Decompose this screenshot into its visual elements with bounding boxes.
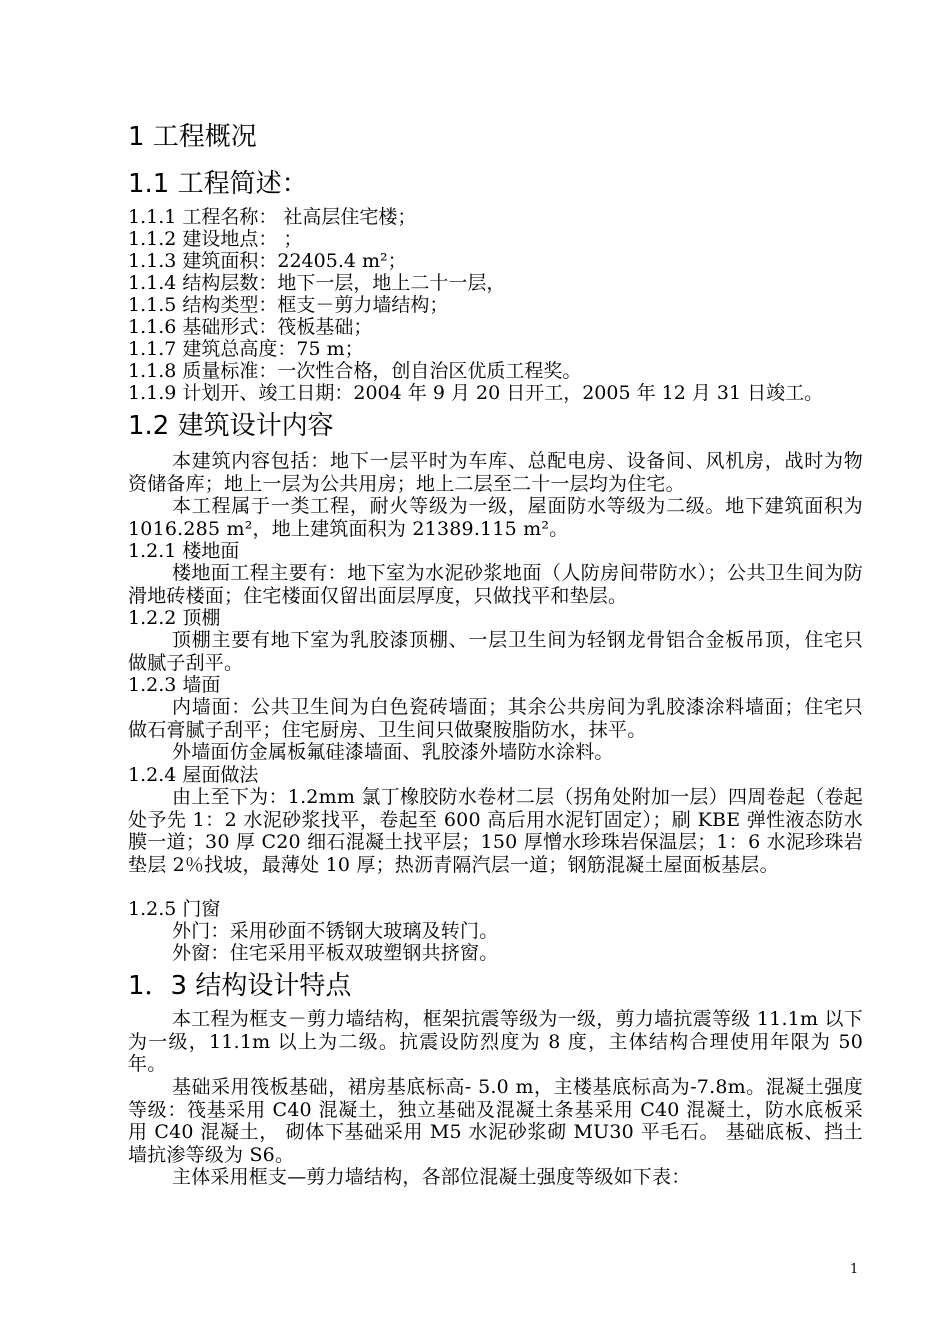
paragraph-interior-wall: 内墙面：公共卫生间为白色瓷砖墙面；其余公共房间为乳胶漆涂料墙面；住宅只做石膏腻子刮平；住宅厨房、卫生间只做聚胺脂防水，抹平。 — [128, 696, 863, 741]
subheading-1-2-3: 1.2.3 墙面 — [128, 674, 221, 696]
item-1-1-7: 1.1.7 建筑总高度：75 m； — [128, 338, 364, 360]
paragraph-building-content: 本建筑内容包括：地下一层平时为车库、总配电房、设备间、风机房，战时为物资储备库；地上一层为公共用房；地上二层至二十一层均为住宅。 — [128, 450, 863, 495]
item-1-1-1: 1.1.1 工程名称： 社高层住宅楼； — [128, 206, 417, 228]
paragraph-exterior-wall: 外墙面仿金属板氟硅漆墙面、乳胶漆外墙防水涂料。 — [172, 741, 614, 763]
paragraph-floor: 楼地面工程主要有：地下室为水泥砂浆地面（人防房间带防水）；公共卫生间为防滑地砖楼面；住宅楼面仅留出面层厚度，只做找平和垫层。 — [128, 562, 863, 607]
paragraph-exterior-door: 外门：采用砂面不锈钢大玻璃及转门。 — [172, 920, 499, 942]
paragraph-main-structure: 主体采用框支—剪力墙结构，各部位混凝土强度等级如下表： — [172, 1166, 691, 1188]
heading-1-1: 1.1 工程简述： — [128, 169, 308, 199]
subheading-1-2-4: 1.2.4 屋面做法 — [128, 764, 259, 786]
subheading-1-2-5: 1.2.5 门窗 — [128, 898, 221, 920]
heading-1-3: 1．3 结构设计特点 — [128, 971, 352, 1001]
heading-1-2: 1.2 建筑设计内容 — [128, 411, 334, 441]
paragraph-fire-rating: 本工程属于一类工程，耐火等级为一级，屋面防水等级为二级。地下建筑面积为 1016.285 m²，地上建筑面积为 21389.115 m²。 — [128, 495, 863, 540]
item-1-1-2: 1.1.2 建设地点： ； — [128, 228, 303, 250]
paragraph-ceiling: 顶棚主要有地下室为乳胶漆顶棚、一层卫生间为轻钢龙骨铝合金板吊顶，住宅只做腻子刮平。 — [128, 629, 863, 674]
item-1-1-3: 1.1.3 建筑面积：22405.4 m²； — [128, 250, 407, 272]
paragraph-exterior-window: 外窗：住宅采用平板双玻塑钢共挤窗。 — [172, 942, 499, 964]
item-1-1-5: 1.1.5 结构类型：框支－剪力墙结构； — [128, 294, 449, 316]
subheading-1-2-2: 1.2.2 顶棚 — [128, 607, 221, 629]
item-1-1-6: 1.1.6 基础形式：筏板基础； — [128, 316, 373, 338]
item-1-1-9: 1.1.9 计划开、竣工日期：2004 年 9 月 20 日开工，2005 年 12 月 31 日竣工。 — [128, 382, 824, 404]
section-title: 1 工程概况 — [128, 122, 257, 152]
paragraph-structure: 本工程为框支－剪力墙结构，框架抗震等级为一级，剪力墙抗震等级 11.1m 以下为一级，11.1m 以上为二级。抗震设防烈度为 8 度，主体结构合理使用年限为 50 年。 — [128, 1008, 863, 1075]
paragraph-roof: 由上至下为：1.2mm 氯丁橡胶防水卷材二层（拐角处附加一层）四周卷起（卷起处予先 1：2 水泥砂浆找平，卷起至 600 高后用水泥钉固定）；刷 KBE 弹性液态防水膜一道；30 厚 C20 细石混凝土找平层；150 厚憎水珍珠岩保温层；1：6 水泥珍珠岩垫层 2％找坡，最薄处 10 厚；热沥青隔汽层一道；钢筋混凝土屋面板基层。 — [128, 786, 863, 876]
subheading-1-2-1: 1.2.1 楼地面 — [128, 540, 240, 562]
item-1-1-4: 1.1.4 结构层数：地下一层，地上二十一层， — [128, 272, 506, 294]
paragraph-foundation: 基础采用筏板基础，裙房基底标高- 5.0 m，主楼基底标高为-7.8m。混凝土强度等级：筏基采用 C40 混凝土，独立基础及混凝土条基采用 C40 混凝土，防水底板采用 C40 混凝土， 砌体下基础采用 M5 水泥砂浆砌 MU30 平毛石。 基础底板、挡土墙抗渗等级为 S6。 — [128, 1076, 863, 1166]
item-1-1-8: 1.1.8 质量标准：一次性合格，创自治区优质工程奖。 — [128, 360, 582, 382]
page-number: 1 — [850, 1262, 859, 1277]
